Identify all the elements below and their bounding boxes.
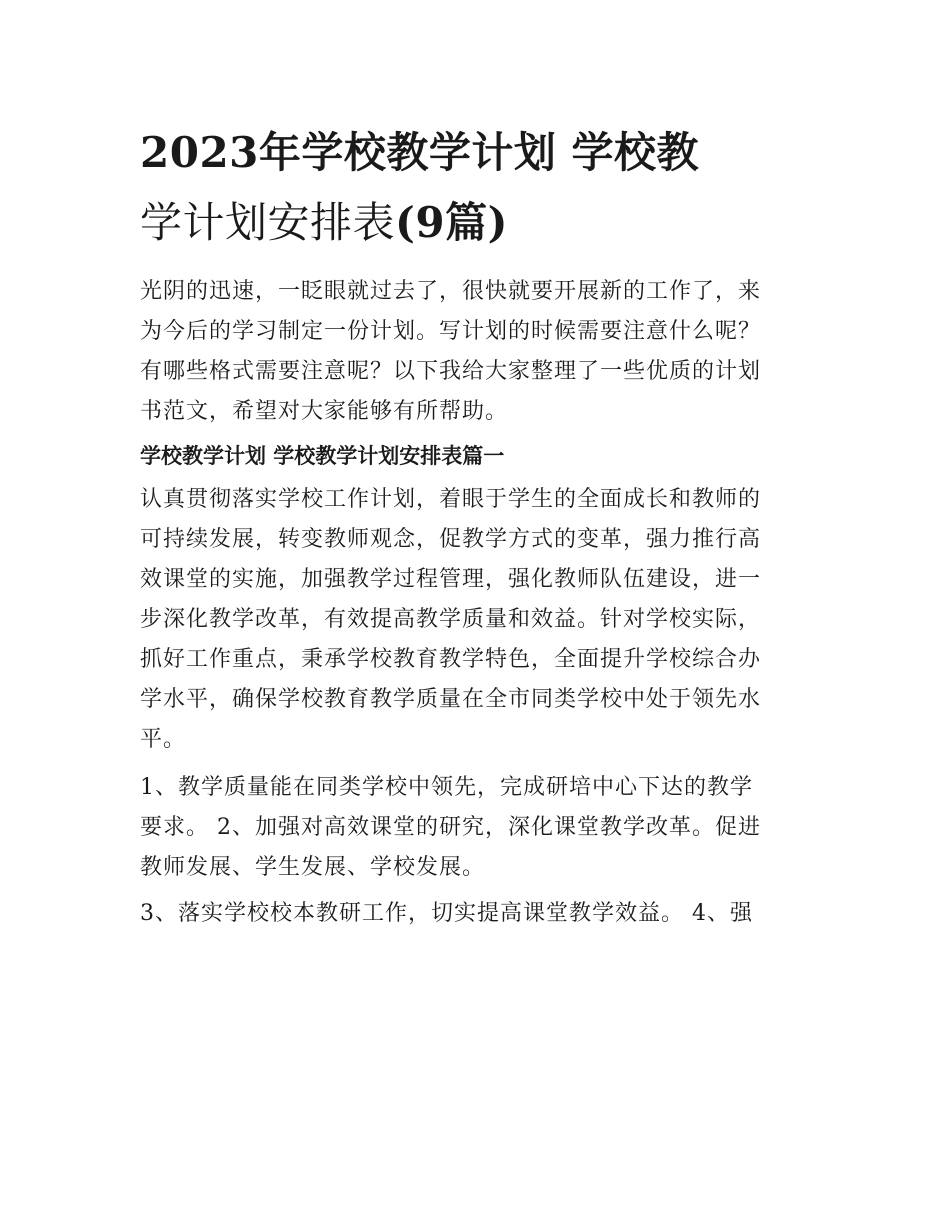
- document-page: [140, 118, 812, 934]
- paragraph-line: 步深化教学改革，有效提高教学质量和效益。针对学校实际，: [140, 607, 762, 632]
- paragraph-line: 1、教学质量能在同类学校中领先，完成研培中心下达的教学: [140, 775, 753, 800]
- intro-line: 有哪些格式需要注意呢？以下我给大家整理了一些优质的计划: [140, 359, 762, 384]
- paragraph-line: 抓好工作重点，秉承学校教育教学特色，全面提升学校综合办: [140, 647, 762, 672]
- paragraph-line: 可持续发展，转变教师观念，促教学方式的变革，强力推行高: [140, 527, 762, 552]
- paragraph-line: 3、落实学校校本教研工作，切实提高课堂教学效益。 4、强: [140, 901, 753, 926]
- paragraph-line: 学水平，确保学校教育教学质量在全市同类学校中处于领先水: [140, 687, 762, 712]
- paragraph-line: 平。: [140, 727, 187, 752]
- body-paragraph-2: [140, 768, 812, 888]
- section-heading: 学校教学计划 学校教学计划安排表篇一: [140, 443, 505, 468]
- intro-line: 为今后的学习制定一份计划。写计划的时候需要注意什么呢？: [140, 319, 762, 344]
- document-title: [140, 118, 812, 258]
- title-line-2-text: 学计划安排表: [140, 198, 396, 247]
- intro-line: 光阴的迅速，一眨眼就过去了，很快就要开展新的工作了，来: [140, 279, 762, 304]
- intro-line: 书范文，希望对大家能够有所帮助。: [140, 399, 509, 424]
- paragraph-line: 认真贯彻落实学校工作计划，着眼于学生的全面成长和教师的: [140, 487, 762, 512]
- body-paragraph-1: [140, 480, 812, 760]
- title-line-1: 2023年学校教学计划 学校教: [140, 128, 700, 177]
- paragraph-line: 效课堂的实施，加强教学过程管理，强化教师队伍建设，进一: [140, 567, 762, 592]
- paragraph-line: 要求。 2、加强对高效课堂的研究，深化课堂教学改革。促进: [140, 815, 761, 840]
- title-line-2: [140, 188, 812, 258]
- title-count: (9篇): [395, 198, 508, 247]
- intro-paragraph: [140, 272, 812, 432]
- body-paragraph-3: [140, 894, 812, 934]
- paragraph-line: 教师发展、学生发展、学校发展。: [140, 855, 486, 880]
